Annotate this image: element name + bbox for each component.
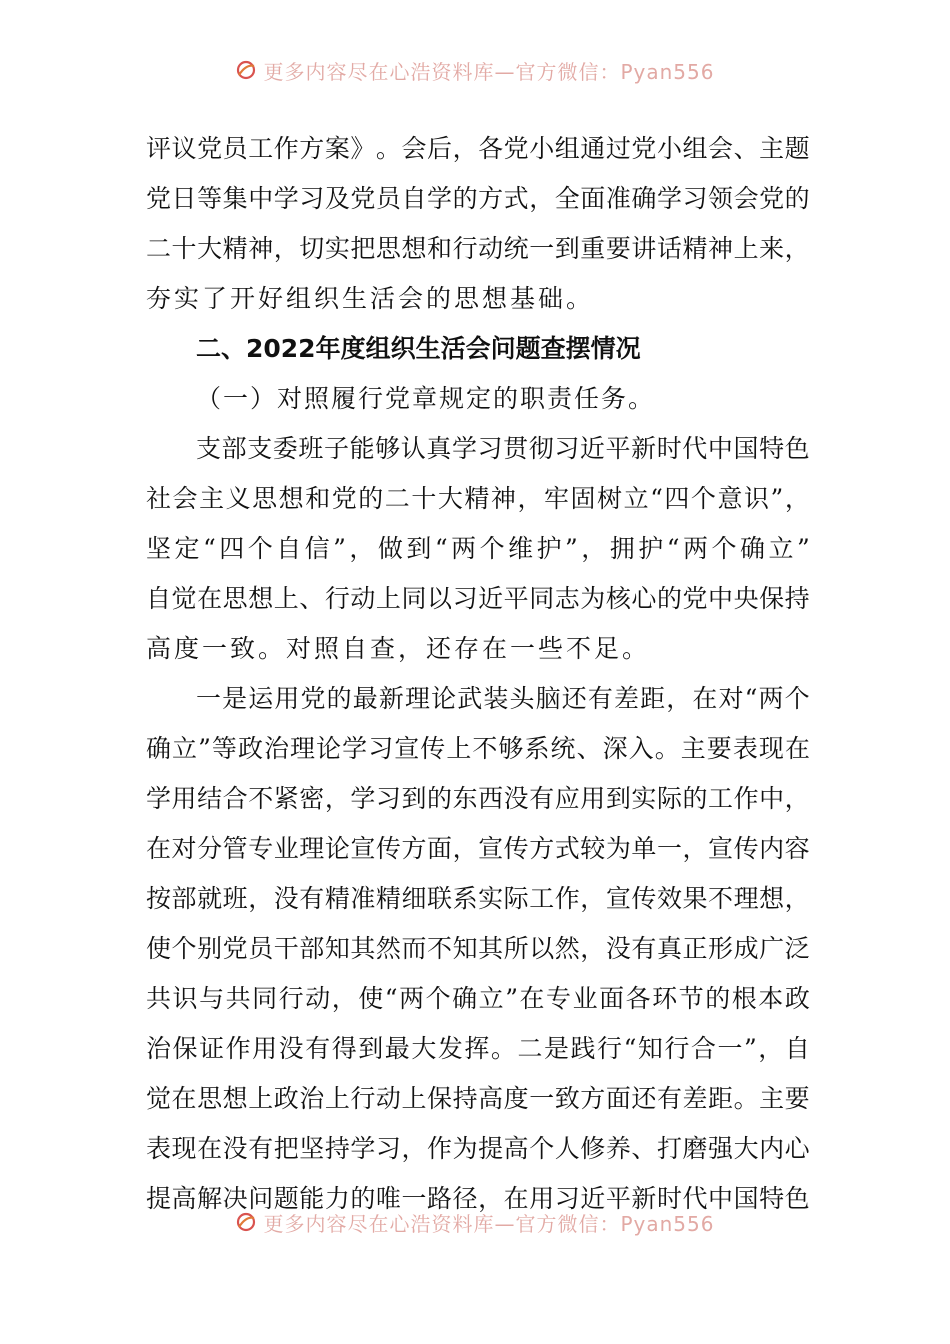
text-line: 社 会 主 义 思 想 和 党 的 二 十 大 精 神 ， 牢 固 树 立 “ 四 个 意 识 ” ，: [146, 484, 810, 513]
text-line: 按 部 就 班 ， 没 有 精 准 精 细 联 系 实 际 工 作 ， 宣 传 效 果 不 理 想 ，: [146, 884, 810, 913]
text-line: 在 对 分 管 专 业 理 论 宣 传 方 面 ， 宣 传 方 式 较 为 单 一 ， 宣 传 内 容: [146, 834, 810, 863]
text-line: 学 用 结 合 不 紧 密 ， 学 习 到 的 东 西 没 有 应 用 到 实 际 的 工 作 中 ，: [146, 784, 810, 813]
subsection-heading: （一）对照履行党章规定的职责任务。: [196, 384, 656, 413]
text-line: 一 是 运 用 党 的 最 新 理 论 武 装 头 脑 还 有 差 距 ， 在 对 “ 两 个: [196, 684, 810, 713]
paragraph-1: [146, 424, 810, 674]
brand-logo-icon: [235, 1211, 257, 1233]
footer-watermark: [0, 1204, 950, 1240]
text-line: 坚 定 “ 四 个 自 信 ” ， 做 到 “ 两 个 维 护 ” ， 拥 护 “ 两 个 确 立 ”: [146, 534, 810, 563]
text-line: 自 觉 在 思 想 上 、 行 动 上 同 以 习 近 平 同 志 为 核 心 的 党 中 央 保 持: [146, 584, 810, 613]
text-line: 高度一致。对照自查，还存在一些不足。: [146, 634, 651, 663]
text-line: 共 识 与 共 同 行 动 ， 使 “ 两 个 确 立 ” 在 专 业 面 各 环 节 的 根 本 政: [146, 984, 810, 1013]
watermark-text: 更多内容尽在心浩资料库—官方微信：Pyan556: [263, 59, 715, 84]
text-line: 治 保 证 作 用 没 有 得 到 最 大 发 挥 。 二 是 践 行 “ 知 行 合 一 ” ， 自: [146, 1034, 810, 1063]
watermark-text: 更多内容尽在心浩资料库—官方微信：Pyan556: [263, 1211, 715, 1236]
paragraph-2: [146, 674, 810, 1224]
text-line: 党 日 等 集 中 学 习 及 党 员 自 学 的 方 式 ， 全 面 准 确 学 习 领 会 党 的: [146, 184, 810, 213]
text-line: 确 立 ” 等 政 治 理 论 学 习 宣 传 上 不 够 系 统 、 深 入 。 主 要 表 现 在: [146, 734, 810, 763]
text-line: 支 部 支 委 班 子 能 够 认 真 学 习 贯 彻 习 近 平 新 时 代 中 国 特 色: [196, 434, 810, 463]
text-line: 提 高 解 决 问 题 能 力 的 唯 一 路 径 ， 在 用 习 近 平 新 时 代 中 国 特 色: [146, 1184, 810, 1213]
intro-paragraph: [146, 124, 810, 324]
text-line: 觉 在 思 想 上 政 治 上 行 动 上 保 持 高 度 一 致 方 面 还 有 差 距 。 主 要: [146, 1084, 810, 1113]
section-heading: 二、2022年度组织生活会问题查摆情况: [196, 334, 641, 363]
text-line: 使 个 别 党 员 干 部 知 其 然 而 不 知 其 所 以 然 ， 没 有 真 正 形 成 广 泛: [146, 934, 810, 963]
text-line: 二 十 大 精 神 ， 切 实 把 思 想 和 行 动 统 一 到 重 要 讲 话 精 神 上 来 ，: [146, 234, 810, 263]
brand-logo-icon: [235, 59, 257, 81]
text-line: 评 议 党 员 工 作 方 案 》 。 会 后 ， 各 党 小 组 通 过 党 小 组 会 、 主 题: [146, 134, 810, 163]
text-line: 表 现 在 没 有 把 坚 持 学 习 ， 作 为 提 高 个 人 修 养 、 打 磨 强 大 内 心: [146, 1134, 810, 1163]
header-watermark: [0, 52, 950, 88]
document-body: [146, 124, 810, 1224]
text-line: 夯实了开好组织生活会的思想基础。: [146, 284, 595, 313]
